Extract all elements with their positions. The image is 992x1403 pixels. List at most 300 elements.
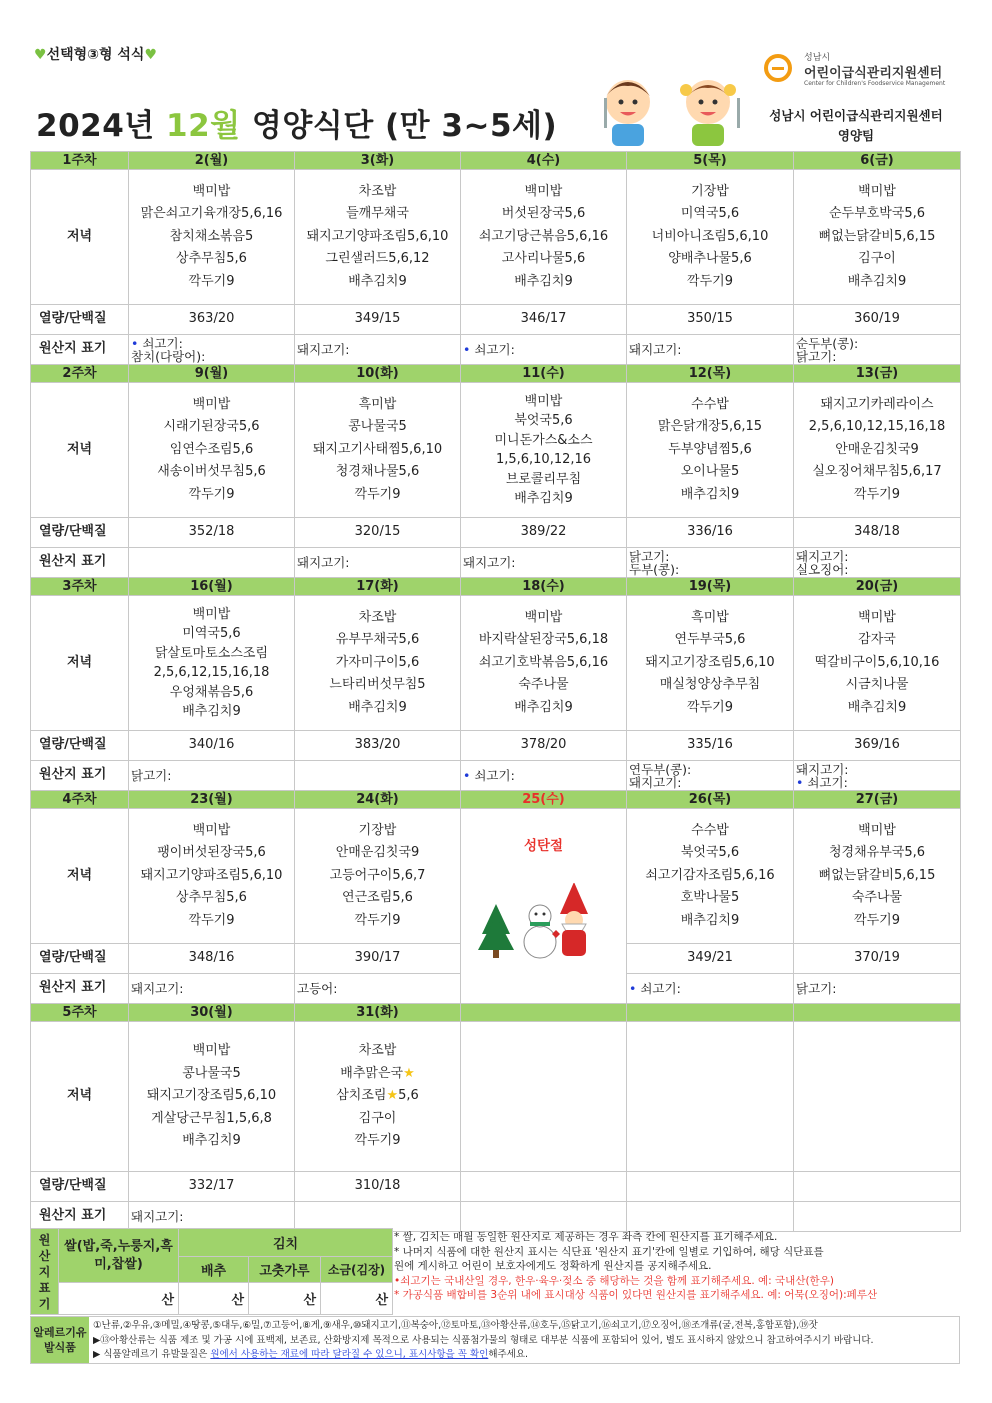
calorie-row — [31, 305, 961, 335]
origin-entry: 돼지고기: — [796, 761, 849, 777]
menu-cell — [129, 383, 295, 518]
origin-entry: 돼지고기: — [131, 981, 184, 996]
kimchi-col-cabbage: 배추 — [179, 1257, 249, 1283]
menu-item: 깍두기9 — [854, 912, 900, 928]
calorie-label: 열량/단백질 — [31, 518, 129, 548]
bullet-icon: • — [463, 342, 475, 357]
calorie-value: 370/19 — [794, 944, 961, 974]
day-header: 18(수) — [461, 578, 627, 596]
origin-entry: 닭고기: — [796, 981, 837, 996]
calorie-row — [31, 1172, 961, 1202]
origin-cell[interactable] — [295, 974, 461, 1004]
menu-item: 백미밥 — [858, 609, 896, 625]
allergy-label: 알레르기유발식품 — [31, 1317, 89, 1363]
menu-item: 2,5,6,12,15,16,18 — [153, 665, 270, 680]
origin-entry — [629, 982, 793, 995]
origin-cell[interactable] — [129, 335, 295, 365]
menu-item: 배추김치9 — [680, 912, 740, 928]
title-year: 2024년 — [36, 108, 167, 144]
origin-entry — [463, 769, 626, 782]
menu-item: 차조밥 — [358, 183, 397, 199]
day-header: 10(화) — [295, 365, 461, 383]
origin-cell[interactable] — [129, 1202, 295, 1232]
dinner-row — [31, 170, 961, 305]
origin-cell[interactable] — [627, 974, 794, 1004]
calorie-value: 335/16 — [627, 731, 794, 761]
menu-cell — [627, 170, 794, 305]
rice-origin-value[interactable]: 산 — [59, 1283, 179, 1315]
menu-item: 백미밥 — [524, 609, 563, 625]
menu-item: 돼지고기카레라이스 — [820, 396, 934, 412]
allergy-info — [30, 1316, 960, 1364]
origin-cell[interactable] — [627, 335, 794, 365]
bullet-icon: • — [796, 774, 808, 790]
menu-cell — [129, 1022, 295, 1172]
menu-cell — [627, 383, 794, 518]
menu-item: 백미밥 — [192, 1043, 231, 1059]
menu-cell — [461, 1022, 627, 1172]
star-icon: ★ — [403, 1065, 415, 1081]
menu-item: 깍두기9 — [354, 486, 401, 502]
menu-item: 미역국5,6 — [182, 626, 241, 641]
menu-item: 돼지고기양파조림5,6,10 — [306, 228, 449, 244]
origin-entry: 닭고기: — [629, 548, 670, 564]
menu-cell — [129, 809, 295, 944]
dinner-label: 저녁 — [31, 596, 129, 731]
menu-item: 백미밥 — [858, 822, 896, 838]
title-month: 12월 — [166, 108, 241, 144]
day-header: 20(금) — [794, 578, 961, 596]
calorie-value: 350/15 — [627, 305, 794, 335]
menu-item: 배추김치9 — [680, 486, 740, 502]
origin-entry: 참치(다랑어): — [131, 348, 206, 364]
menu-item: 흑미밥 — [691, 609, 729, 625]
calorie-value: 348/16 — [129, 944, 295, 974]
allergy-check-prefix: ▶ 식품알레르기 유발물질은 — [93, 1349, 211, 1360]
menu-cell — [129, 596, 295, 731]
origin-text: 쇠고기: — [640, 981, 681, 996]
allergy-check-suffix: 해주세요. — [488, 1349, 529, 1360]
origin-entry — [463, 343, 626, 356]
kimchi-header: 김치 — [179, 1229, 393, 1257]
menu-item: 배추김치9 — [514, 273, 573, 289]
day-header: 17(화) — [295, 578, 461, 596]
kimchi-col-pepper: 고춧가루 — [249, 1257, 321, 1283]
origin-label: 원산지 표기 — [31, 1202, 129, 1232]
menu-item: 차조밥 — [358, 609, 397, 625]
origin-entry: 돼지고기: — [297, 555, 350, 570]
calorie-value: 389/22 — [461, 518, 627, 548]
origin-text: 쇠고기: — [142, 335, 183, 351]
origin-cell[interactable] — [129, 548, 295, 578]
menu-item: 감자국 — [858, 632, 896, 648]
origin-cell[interactable] — [794, 974, 961, 1004]
origin-cell[interactable] — [295, 548, 461, 578]
menu-item: 쇠고기당근볶음5,6,16 — [478, 228, 609, 244]
menu-item: 매실청양상추무침 — [659, 677, 761, 693]
pepper-origin-value[interactable]: 산 — [249, 1283, 321, 1315]
menu-item: 시금치나물 — [845, 677, 909, 693]
calorie-value: 360/19 — [794, 305, 961, 335]
dinner-row — [31, 383, 961, 518]
calorie-value: 320/15 — [295, 518, 461, 548]
menu-item: 2,5,6,10,12,15,16,18 — [808, 419, 946, 435]
calorie-value: 349/15 — [295, 305, 461, 335]
calorie-label: 열량/단백질 — [31, 1172, 129, 1202]
week-header-row — [31, 578, 961, 596]
menu-item: 연두부국5,6 — [674, 632, 746, 648]
origin-entry: 순두부(콩): — [796, 335, 859, 351]
origin-cell[interactable] — [295, 335, 461, 365]
menu-item: 팽이버섯된장국5,6 — [157, 845, 266, 861]
day-header: 19(목) — [627, 578, 794, 596]
day-header: 2(월) — [129, 152, 295, 170]
menu-item: 배추김치9 — [847, 273, 907, 289]
menu-cell — [295, 1022, 461, 1172]
menu-item: 콩나물국5 — [348, 419, 407, 435]
bullet-icon: • — [629, 981, 641, 996]
week-header-row — [31, 791, 961, 809]
menu-item: 실오징어채무침5,6,17 — [812, 464, 942, 480]
menu-item: 북엇국5,6 — [514, 413, 573, 428]
origin-text: 쇠고기: — [474, 342, 515, 357]
salt-origin-value[interactable]: 산 — [321, 1283, 393, 1315]
origin-entry: 돼지고기: — [297, 342, 350, 357]
day-header — [627, 1004, 794, 1022]
origin-cell[interactable] — [295, 1202, 461, 1232]
menu-item: 안매운김칫국9 — [835, 441, 919, 457]
menu-item: 배추김치9 — [847, 699, 907, 715]
dinner-label: 저녁 — [31, 1022, 129, 1172]
menu-item: 숙주나물 — [851, 890, 903, 906]
day-header: 30(월) — [129, 1004, 295, 1022]
menu-cell — [295, 596, 461, 731]
note-line: 원에 게시하고 어린이 보호자에게도 정확하게 원산지를 공지해주세요. — [394, 1260, 712, 1272]
center-logo-city: 성남시 — [804, 53, 831, 63]
menu-item: 바지락살된장국5,6,18 — [478, 632, 609, 648]
menu-item: 1,5,6,10,12,16 — [495, 452, 592, 467]
menu-item: 깍두기9 — [188, 273, 235, 289]
menu-item: 참치채소볶음5 — [169, 228, 254, 244]
origin-cell[interactable] — [461, 548, 627, 578]
week-label: 3주차 — [31, 578, 129, 596]
origin-cell[interactable] — [627, 1202, 794, 1232]
menu-cell — [627, 596, 794, 731]
day-header: 13(금) — [794, 365, 961, 383]
menu-item: 배추김치9 — [514, 699, 573, 715]
origin-entry: 돼지고기: — [629, 774, 682, 790]
menu-item: 고사리나물5,6 — [501, 251, 586, 267]
menu-item: 기장밥 — [358, 822, 397, 838]
origin-cell[interactable] — [295, 761, 461, 791]
menu-item: 차조밥 — [358, 1043, 397, 1059]
origin-row — [31, 335, 961, 365]
week-label: 5주차 — [31, 1004, 129, 1022]
menu-item: 수수밥 — [691, 822, 729, 838]
origin-cell[interactable] — [794, 1202, 961, 1232]
origin-entry: 돼지고기: — [796, 548, 849, 564]
menu-item: 너비아니조림5,6,10 — [651, 228, 769, 244]
menu-item: 새송이버섯무침5,6 — [157, 464, 266, 480]
center-info-team: 영양팀 — [837, 128, 875, 143]
menu-item: 양배추나물5,6 — [668, 251, 752, 267]
menu-item: 상추무침5,6 — [176, 251, 247, 267]
day-header: 11(수) — [461, 365, 627, 383]
origin-entry: 돼지고기: — [463, 555, 516, 570]
menu-item: 가자미구이5,6 — [335, 654, 420, 670]
calorie-row — [31, 731, 961, 761]
menu-item: 돼지고기장조림5,6,10 — [645, 654, 775, 670]
calorie-row — [31, 518, 961, 548]
menu-item: 느타리버섯무침5 — [329, 677, 426, 693]
menu-item: 상추무침5,6 — [176, 890, 247, 906]
origin-cell[interactable] — [627, 761, 794, 791]
day-header: 25(수) — [461, 791, 627, 809]
menu-item: 깍두기9 — [354, 1133, 401, 1149]
menu-cell — [461, 596, 627, 731]
menu-cell — [129, 170, 295, 305]
menu-item: 임연수조림5,6 — [169, 441, 254, 457]
menu-type-label: 선택형③형 석식 — [46, 47, 145, 63]
origin-summary-table — [30, 1228, 393, 1315]
center-info — [756, 106, 956, 146]
calorie-label: 열량/단백질 — [31, 305, 129, 335]
note-line: * 가공식품 배합비를 3순위 내에 표시대상 식품이 있다면 원산지를 표기해주세요. 예: 어묵(오징어):페루산 — [394, 1289, 878, 1301]
day-header: 4(수) — [461, 152, 627, 170]
menu-item: 두부양념찜5,6 — [668, 441, 752, 457]
footer-section — [30, 1228, 960, 1364]
holiday-label: 성탄절 — [523, 838, 564, 854]
allergy-check-link: 원에서 사용하는 재료에 따라 달라질 수 있으니, 표시사항을 꼭 확인 — [210, 1349, 489, 1360]
menu-item: 김구이 — [358, 1110, 397, 1126]
menu-item: 우엉채볶음5,6 — [169, 684, 254, 700]
menu-item: 유부무채국5,6 — [335, 632, 420, 648]
origin-entry: 닭고기: — [131, 768, 172, 783]
menu-item: 배추김치9 — [348, 273, 407, 289]
cabbage-origin-value[interactable]: 산 — [179, 1283, 249, 1315]
week-label: 2주차 — [31, 365, 129, 383]
calorie-value: 363/20 — [129, 305, 295, 335]
menu-item: 청경채유부국5,6 — [828, 845, 926, 861]
calorie-value: 390/17 — [295, 944, 461, 974]
page-title — [36, 100, 557, 145]
menu-item: 백미밥 — [858, 183, 896, 199]
menu-item: 호박나물5 — [680, 890, 740, 906]
calorie-value: 348/18 — [794, 518, 961, 548]
day-header: 3(화) — [295, 152, 461, 170]
dinner-row — [31, 1022, 961, 1172]
calorie-value: 349/21 — [627, 944, 794, 974]
menu-item: 맑은닭개장5,6,15 — [657, 419, 763, 435]
week-label: 1주차 — [31, 152, 129, 170]
calorie-value — [627, 1172, 794, 1202]
menu-cell — [627, 1022, 794, 1172]
menu-item: 깍두기9 — [854, 486, 900, 502]
menu-cell — [794, 596, 961, 731]
menu-item: 미역국5,6 — [680, 206, 740, 222]
menu-item: 맑은쇠고기육개장5,6,16 — [140, 206, 283, 222]
menu-item: 깍두기9 — [687, 273, 733, 289]
rice-header: 쌀(밥,죽,누룽지,흑미,찹쌀) — [59, 1229, 179, 1283]
menu-item: 백미밥 — [192, 606, 231, 622]
menu-item: 백미밥 — [192, 396, 231, 412]
menu-item: 쇠고기감자조림5,6,16 — [645, 867, 775, 883]
menu-item: 오이나물5 — [680, 464, 740, 480]
menu-item: 뼈없는닭갈비5,6,15 — [818, 867, 936, 883]
origin-cell[interactable] — [627, 548, 794, 578]
origin-label: 원산지 표기 — [31, 335, 129, 365]
center-logo-name: 어린이급식관리지원센터 — [804, 66, 943, 81]
menu-item: 깍두기9 — [188, 486, 235, 502]
menu-cell — [794, 170, 961, 305]
note-line: •쇠고기는 국내산일 경우, 한우·육우·젖소 중 해당하는 것을 함께 표기해주세요. 예: 국내산(한우) — [394, 1274, 834, 1287]
origin-entry: 돼지고기: — [629, 342, 682, 357]
menu-item: 배추김치9 — [182, 1133, 241, 1149]
menu-cell — [794, 1022, 961, 1172]
origin-entry: 두부(콩): — [629, 561, 680, 577]
origin-cell[interactable] — [129, 974, 295, 1004]
menu-item: 백미밥 — [524, 183, 563, 199]
menu-cell — [295, 809, 461, 944]
note-line: * 쌀, 김치는 매월 동일한 원산지로 제공하는 경우 좌측 칸에 원산지를 표기해주세요. — [394, 1231, 778, 1243]
origin-label: 원산지 표기 — [31, 761, 129, 791]
origin-cell[interactable] — [794, 761, 961, 791]
origin-row — [31, 761, 961, 791]
origin-text: 쇠고기: — [474, 768, 515, 783]
menu-cell — [461, 170, 627, 305]
calorie-value: 383/20 — [295, 731, 461, 761]
menu-item: 깍두기9 — [188, 912, 235, 928]
day-header: 26(목) — [627, 791, 794, 809]
allergy-sulfite-note: ▶⑬아황산류는 식품 제조 및 가공 시에 표백제, 보존료, 산화방지제 목적으로 사용되는 식품첨가물의 형태로 대부분 식품에 포함되어 있어, 별도 표시하지 않았으니 참고하여주시기 바랍니다. — [93, 1334, 874, 1346]
origin-cell[interactable] — [794, 548, 961, 578]
heart-icon: ♥ — [34, 47, 47, 63]
menu-item: 브로콜리무침 — [505, 471, 582, 487]
origin-entry: 고등어: — [297, 981, 338, 996]
note-line: * 나머지 식품에 대한 원산지 표시는 식단표 '원산지 표기'칸에 일별로 기입하여, 해당 식단표를 — [394, 1245, 824, 1258]
day-header — [461, 1004, 627, 1022]
kimchi-col-salt: 소금(김장) — [321, 1257, 393, 1283]
day-header: 12(목) — [627, 365, 794, 383]
calorie-value: 310/18 — [295, 1172, 461, 1202]
calorie-value: 340/16 — [129, 731, 295, 761]
origin-summary-label: 원산지표기 — [31, 1229, 59, 1315]
origin-row — [31, 1202, 961, 1232]
dinner-label: 저녁 — [31, 383, 129, 518]
day-header: 24(화) — [295, 791, 461, 809]
menu-item: 백미밥 — [192, 183, 231, 199]
menu-item: 돼지고기사태찜5,6,10 — [312, 441, 443, 457]
menu-item: 청경채나물5,6 — [335, 464, 420, 480]
menu-item: 돼지고기양파조림5,6,10 — [140, 867, 283, 883]
menu-cell — [295, 170, 461, 305]
origin-label: 원산지 표기 — [31, 974, 129, 1004]
calorie-value: 369/16 — [794, 731, 961, 761]
dinner-row — [31, 809, 961, 944]
day-header: 9(월) — [129, 365, 295, 383]
day-header: 23(월) — [129, 791, 295, 809]
calorie-value: 336/16 — [627, 518, 794, 548]
week-header-row — [31, 1004, 961, 1022]
origin-entry: 돼지고기: — [131, 1209, 184, 1224]
center-logo-icon — [764, 54, 792, 82]
origin-cell[interactable] — [129, 761, 295, 791]
menu-item: 깍두기9 — [354, 912, 401, 928]
menu-item: 버섯된장국5,6 — [501, 206, 586, 222]
menu-item: 기장밥 — [691, 183, 729, 199]
center-info-name: 성남시 어린이급식관리지원센터 — [769, 108, 943, 123]
menu-cell — [794, 809, 961, 944]
origin-label: 원산지 표기 — [31, 548, 129, 578]
center-logo — [764, 50, 964, 90]
menu-item: 고등어구이5,6,7 — [329, 867, 426, 883]
allergy-text — [93, 1319, 959, 1363]
menu-item: 배추김치9 — [514, 491, 573, 506]
holiday-cell — [461, 809, 627, 1004]
allergy-list: ①난류,②우유,③메밀,④땅콩,⑤대두,⑥밀,⑦고등어,⑧게,⑨새우,⑩돼지고기,⑪복숭아,⑫토마토,⑬아황산류,⑭호두,⑮닭고기,⑯쇠고기,⑰오징어,⑱조개류(굴,전복,홍합포함),⑲잣 — [93, 1320, 818, 1331]
bullet-icon: • — [463, 768, 475, 783]
origin-cell[interactable] — [794, 335, 961, 365]
week-header-row — [31, 152, 961, 170]
menu-cell — [295, 383, 461, 518]
dinner-label: 저녁 — [31, 170, 129, 305]
calorie-label: 열량/단백질 — [31, 944, 129, 974]
calorie-label: 열량/단백질 — [31, 731, 129, 761]
menu-item: 삼치조림★5,6 — [336, 1088, 419, 1104]
title-suffix: 영양식단 (만 3~5세) — [240, 108, 558, 144]
menu-item: 배추김치9 — [348, 699, 407, 715]
bullet-icon: • — [131, 335, 143, 351]
menu-type-tag — [34, 44, 157, 64]
heart-icon: ♥ — [144, 47, 157, 63]
day-header: 6(금) — [794, 152, 961, 170]
menu-item: 뼈없는닭갈비5,6,15 — [818, 228, 936, 244]
allergy-check-note — [93, 1348, 959, 1363]
origin-entry — [796, 776, 960, 789]
menu-item: 배추맑은국★ — [340, 1065, 415, 1081]
menu-item: 김구이 — [858, 251, 896, 267]
menu-item: 안매운김칫국9 — [335, 845, 420, 861]
menu-table — [30, 151, 961, 1232]
star-icon: ★ — [386, 1088, 399, 1104]
menu-item: 북엇국5,6 — [680, 845, 740, 861]
menu-item: 연근조림5,6 — [342, 890, 413, 906]
menu-item: 배추김치9 — [182, 704, 241, 719]
menu-item: 수수밥 — [691, 396, 729, 412]
children-illustration — [598, 68, 748, 148]
menu-item: 깍두기9 — [687, 699, 733, 715]
menu-item: 시래기된장국5,6 — [163, 419, 260, 435]
day-header — [794, 1004, 961, 1022]
origin-notes — [394, 1230, 960, 1303]
origin-cell[interactable] — [461, 761, 627, 791]
menu-item: 게살당근무침1,5,6,8 — [151, 1110, 272, 1126]
origin-cell[interactable] — [461, 1202, 627, 1232]
origin-cell[interactable] — [461, 335, 627, 365]
menu-cell — [461, 383, 627, 518]
origin-entry: 닭고기: — [796, 348, 837, 364]
week-header-row — [31, 365, 961, 383]
origin-row — [31, 548, 961, 578]
day-header: 31(화) — [295, 1004, 461, 1022]
calorie-value: 352/18 — [129, 518, 295, 548]
menu-item: 흑미밥 — [358, 396, 397, 412]
day-header: 27(금) — [794, 791, 961, 809]
menu-cell — [627, 809, 794, 944]
calorie-value: 332/17 — [129, 1172, 295, 1202]
day-header: 5(목) — [627, 152, 794, 170]
menu-item: 닭살토마토소스조림 — [154, 645, 269, 661]
